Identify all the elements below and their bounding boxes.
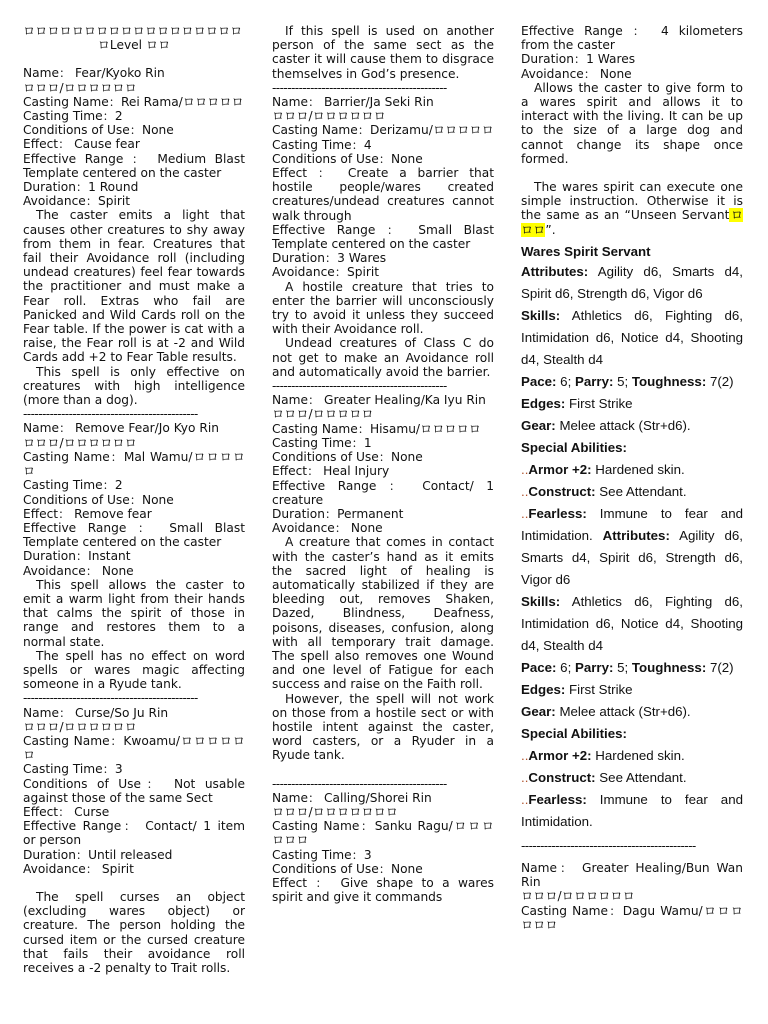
stat-label: Construct:	[528, 483, 596, 499]
casting-name: Casting Name：Mal Wamu/ロロロロロ	[23, 449, 245, 479]
duration: Duration：Until released	[23, 847, 173, 862]
column-1	[23, 24, 245, 1024]
separator: ----------------------------------------------	[23, 691, 198, 706]
bullet: ..	[521, 769, 529, 785]
description: The caster emits a light that causes other creatures to shy away from them in fear. Creatures that fail their Avoidance roll (including undead creatures) feel fear towards the practitioner and must make a Fear roll. Extras who fail are Panicked and Wild Cards roll on the Fear table. If the power is cat with a raise, the Fear roll is at -2 and Wild Cards add +2 to Fear Table results.	[23, 208, 245, 365]
stat-label: Special Abilities:	[521, 439, 627, 455]
separator: ----------------------------------------------	[23, 407, 198, 422]
stat-value: Melee attack (Str+d6).	[555, 417, 691, 433]
effect: Effect： Heal Injury	[272, 464, 390, 479]
stat-gear	[521, 701, 743, 723]
stat-label: Armor +2:	[528, 747, 592, 763]
separator: ----------------------------------------------	[521, 838, 696, 853]
casting-time: Casting Time：3	[272, 847, 372, 862]
stat-value: 5;	[613, 659, 632, 675]
duration: Duration：Permanent	[272, 506, 404, 521]
description: A hostile creature that tries to enter the barrier will unconsciously try to avoid it unless they succeed with their Avoidance roll.	[272, 279, 494, 337]
description: This spell allows the caster to emit a warm light from their hands that calms the spirit of those in range and restores them to a normal state.	[23, 577, 245, 649]
effective-range: Effective Range ： Contact/ 1 creature	[272, 478, 494, 507]
stat-label: Edges:	[521, 395, 566, 411]
avoidance: Avoidance：Spirit	[272, 265, 380, 280]
level-heading: ロLevel ロロ	[97, 38, 171, 53]
stat-label: Construct:	[528, 769, 596, 785]
highlighted-text: ロロロ	[521, 208, 744, 237]
avoidance: Avoidance： None	[272, 521, 383, 536]
casting-time: Casting Time：2	[23, 478, 123, 493]
effective-range: Effective Range ： Small Blast Template centered on the caster	[272, 222, 494, 252]
effect: Effect： Remove fear	[23, 506, 152, 521]
spell-name: Name： Remove Fear/Jo Kyo Rin	[23, 421, 219, 436]
ability-construct	[521, 481, 743, 503]
stat-label: Pace:	[521, 373, 557, 389]
stat-value: First Strike	[565, 395, 633, 411]
description: This spell is only effective on creatures with high intelligence (more than a dog).	[23, 364, 245, 408]
duration: Duration：1 Round	[23, 180, 139, 195]
casting-name: Casting Name：Derizamu/ロロロロロ	[272, 123, 494, 138]
description: A creature that comes in contact with the caster’s hand as it emits the sacred light of healing is automatically stabilized if they are bleeding out, removes Shaken, Dazed, Blindness, Deafness, poisons, diseases, confusion, along with all temporary trait damage. The spell also removes one Wound and one level of Fatigue for each success and raise on the Faith roll.	[272, 535, 494, 692]
separator: ----------------------------------------------	[272, 80, 447, 95]
effective-range: Effective Range： Contact/ 1 item or person	[23, 819, 245, 848]
stat-label: Toughness:	[631, 659, 707, 675]
spell-jp-name: ロロロ/ロロロロロロ	[23, 719, 137, 734]
stat-attributes	[521, 261, 743, 305]
casting-time: Casting Time：1	[272, 435, 372, 450]
casting-name: Casting Name：Dagu Wamu/ロロロロロロ	[521, 903, 743, 932]
bullet: ..	[521, 791, 529, 807]
stat-value: Athletics d6, Fighting d6, Intimidation d6, Notice d4, Shooting d4, Stealth d4	[521, 307, 743, 367]
stat-label: Special Abilities:	[521, 725, 627, 741]
stat-value: 7(2)	[706, 373, 734, 389]
effective-range: Effective Range ： 4 kilometers from the caster	[521, 24, 743, 53]
separator: ----------------------------------------------	[272, 776, 447, 791]
stat-value: 5;	[613, 373, 632, 389]
stat-label: Parry:	[574, 659, 614, 675]
stat-edges	[521, 679, 743, 701]
stat-value: Athletics d6, Fighting d6, Intimidation d6, Notice d4, Shooting d4, Stealth d4	[521, 593, 743, 653]
bullet: ..	[521, 747, 529, 763]
effective-range: Effective Range ： Medium Blast Template centered on the caster	[23, 151, 245, 180]
stat-edges	[521, 393, 743, 415]
stat-value: Immune to fear and Intimidation.	[521, 791, 743, 829]
spell-name: Name： Curse/So Ju Rin	[23, 705, 169, 720]
stat-label: Fearless:	[528, 505, 587, 521]
duration: Duration：Instant	[23, 549, 131, 564]
spell-jp-name: ロロロ/ロロロロロロ	[272, 109, 386, 124]
stat-value: Immune to fear and Intimidation.	[521, 505, 743, 543]
effective-range: Effective Range ： Small Blast Template centered on the caster	[23, 520, 245, 550]
avoidance: Avoidance：Spirit	[23, 194, 131, 209]
stat-label: Gear:	[521, 703, 556, 719]
conditions: Conditions of Use：None	[23, 492, 174, 507]
stat-value: Hardened skin.	[591, 747, 685, 763]
conditions: Conditions of Use：None	[272, 450, 423, 465]
header-line: ロロロロロロロロロロロロロロロロロロ	[23, 24, 243, 38]
description-text: The wares spirit can execute one simple instruction. Otherwise it is the same as an “Unseen Servant	[521, 180, 743, 223]
effect: Effect ： Create a barrier that hostile people/wares created creatures/undead creatures cannot walk through	[272, 166, 494, 223]
ability-armor	[521, 745, 743, 767]
conditions: Conditions of Use：None	[272, 151, 423, 166]
stat-value: 6;	[556, 373, 575, 389]
stat-special	[521, 437, 743, 459]
stat-value: See Attendant.	[595, 769, 687, 785]
description: Allows the caster to give form to a wares spirit and allows it to interact with the living. It can be up to the size of a large dog and cannot change its shape once formed.	[521, 80, 743, 166]
ability-fearless	[521, 789, 743, 833]
column-2	[272, 24, 494, 1024]
casting-time: Casting Time：2	[23, 109, 123, 124]
effect: Effect： Cause fear	[23, 137, 140, 152]
description: The spell has no effect on word spells or wares magic affecting someone in a Ryude tank.	[23, 648, 245, 692]
stat-pace-parry-toughness	[521, 657, 743, 679]
stat-skills	[521, 591, 743, 657]
statblock-title: Wares Spirit Servant	[521, 243, 651, 259]
casting-name: Casting Name：Kwoamu/ロロロロロロ	[23, 733, 245, 763]
stat-label: Fearless:	[528, 791, 587, 807]
conditions: Conditions of Use：None	[272, 861, 423, 876]
description-text: ”.	[545, 222, 556, 237]
stat-label: Skills:	[521, 307, 561, 323]
conditions: Conditions of Use：None	[23, 123, 174, 138]
stat-label: Pace:	[521, 659, 557, 675]
spell-jp-name: ロロロ/ロロロロロロロ	[272, 804, 398, 819]
stat-value: Agility d6, Smarts d4, Spirit d6, Strength d6, Vigor d6	[521, 527, 744, 587]
spell-name: Name： Greater Healing/Bun Wan Rin	[521, 861, 743, 890]
ability-armor	[521, 459, 743, 481]
stat-value: Melee attack (Str+d6).	[555, 703, 691, 719]
duration: Duration：3 Wares	[272, 251, 387, 266]
stat-gear	[521, 415, 743, 437]
spell-jp-name: ロロロ/ロロロロロロ	[23, 80, 137, 95]
spell-name: Name： Barrier/Ja Seki Rin	[272, 95, 434, 110]
avoidance: Avoidance： Spirit	[23, 861, 134, 876]
description: If this spell is used on another person of the same sect as the caster it will cause them to disgrace themselves in God’s presence.	[272, 24, 494, 81]
description	[521, 180, 743, 237]
stat-value: Hardened skin.	[591, 461, 685, 477]
spell-name: Name： Fear/Kyoko Rin	[23, 66, 165, 81]
spell-name: Name： Greater Healing/Ka Iyu Rin	[272, 393, 486, 408]
spell-jp-name: ロロロ/ロロロロロロ	[23, 435, 137, 450]
avoidance: Avoidance： None	[521, 66, 632, 81]
stat-value: First Strike	[565, 681, 633, 697]
stat-label: Skills:	[521, 593, 561, 609]
description: The spell curses an object (excluding wares object) or creature. The person holding the cursed item or the cursed creature that fails their avoidance roll receives a -2 penalty to Trait rolls.	[23, 889, 245, 975]
description: However, the spell will not work on those from a hostile sect or with hostile intent against the caster, word casters, or a Ryuder in a Ryude tank.	[272, 691, 494, 763]
casting-name: Casting Name：Sanku Ragu/ロロロロロロ	[272, 819, 494, 848]
spell-jp-name: ロロロ/ロロロロロ	[272, 407, 374, 422]
ability-construct	[521, 767, 743, 789]
stat-special	[521, 723, 743, 745]
stat-label: Attributes:	[602, 527, 670, 543]
stat-label: Gear:	[521, 417, 556, 433]
ability-fearless	[521, 503, 743, 591]
stat-label: Armor +2:	[528, 461, 592, 477]
stat-value: 6;	[556, 659, 575, 675]
spell-jp-name: ロロロ/ロロロロロロ	[521, 889, 635, 904]
casting-time: Casting Time：3	[23, 762, 123, 777]
stat-label: Toughness:	[631, 373, 707, 389]
casting-name: Casting Name：Hisamu/ロロロロロ	[272, 421, 481, 436]
stat-value: 7(2)	[706, 659, 734, 675]
stat-label: Parry:	[574, 373, 614, 389]
stat-value: See Attendant.	[595, 483, 687, 499]
bullet: ..	[521, 483, 529, 499]
casting-time: Casting Time：4	[272, 137, 372, 152]
stat-pace-parry-toughness	[521, 371, 743, 393]
separator: ----------------------------------------------	[272, 379, 447, 394]
effect: Effect： Curse	[23, 804, 110, 819]
bullet: ..	[521, 461, 529, 477]
stat-skills	[521, 305, 743, 371]
spell-name: Name： Calling/Shorei Rin	[272, 790, 432, 805]
description: Undead creatures of Class C do not get to make an Avoidance roll and automatically avoid the barrier.	[272, 336, 494, 379]
effect: Effect ： Give shape to a wares spirit and give it commands	[272, 875, 494, 905]
stat-label: Edges:	[521, 681, 566, 697]
bullet: ..	[521, 505, 529, 521]
avoidance: Avoidance： None	[23, 563, 134, 578]
duration: Duration：1 Wares	[521, 52, 636, 67]
column-3	[521, 24, 743, 1024]
casting-name: Casting Name：Rei Rama/ロロロロロ	[23, 94, 244, 109]
stat-label: Attributes:	[521, 263, 589, 279]
stat-value: Agility d6, Smarts d4, Spirit d6, Strength d6, Vigor d6	[521, 263, 743, 301]
conditions: Conditions of Use： Not usable against those of the same Sect	[23, 776, 245, 805]
